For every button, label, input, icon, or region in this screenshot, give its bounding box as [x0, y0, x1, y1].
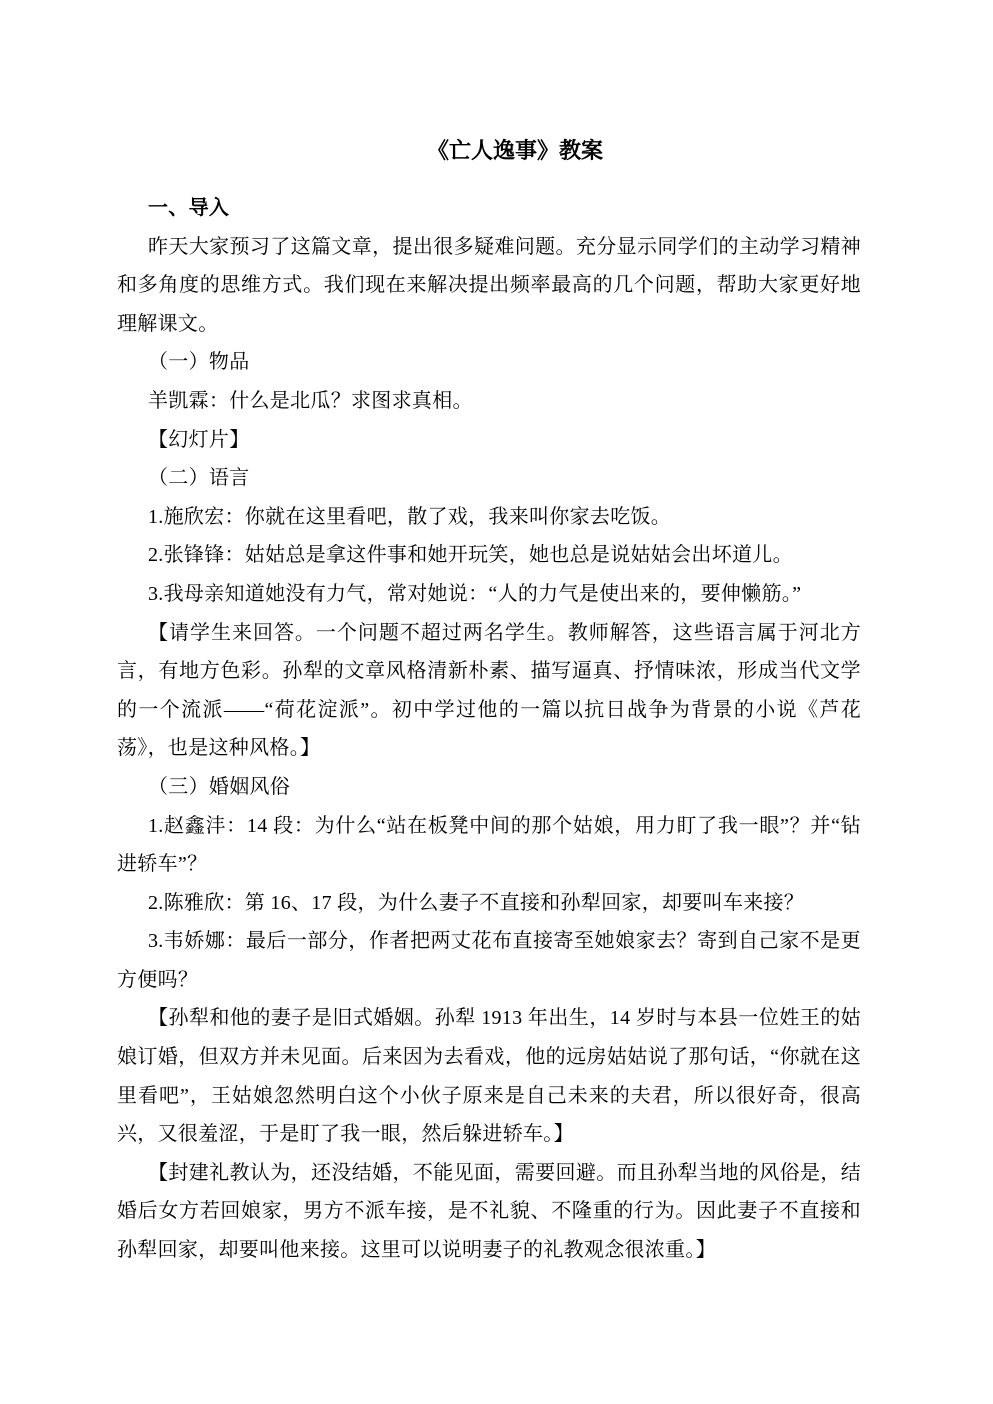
section-heading-intro: 一、导入	[148, 197, 230, 219]
paragraph-marriage-question-3: 3.韦娇娜：最后一部分，作者把两丈花布直接寄至她娘家去？寄到自己家不是更方便吗？	[117, 930, 861, 991]
document-title: 《亡人逸事》教案	[426, 138, 603, 163]
paragraph-teacher-answer-language: 【请学生来回答。一个问题不超过两名学生。教师解答，这些语言属于河北方言，有地方色彩。孙犁的文章风格清新朴素、描写逼真、抒情味浓，形成当代文学的一个流派——“荷花淀派”。初中学过他的一篇以抗日战争为背景的小说《芦花荡》，也是这种风格。】	[117, 621, 861, 760]
paragraph-student-question-items: 羊凯霖：什么是北瓜？求图求真相。	[148, 389, 473, 412]
paragraph-marriage-question-1: 1.赵鑫沣：14 段：为什么“站在板凳中间的那个姑娘，用力盯了我一眼”？并“钻进轿车”？	[117, 814, 861, 876]
paragraph-slide-note: 【幻灯片】	[148, 428, 250, 451]
paragraph-teacher-answer-marriage-2: 【封建礼教认为，还没结婚，不能见面，需要回避。而且孙犁当地的风俗是，结婚后女方若回娘家，男方不派车接，是不礼貌、不隆重的行为。因此妻子不直接和孙犁回家，却要叫他来接。这里可以说明妻子的礼教观念很浓重。】	[117, 1161, 861, 1262]
paragraph-language-question-3: 3.我母亲知道她没有力气，常对她说：“人的力气是使出来的，要伸懒筋。”	[148, 582, 802, 605]
paragraph-teacher-answer-marriage-1: 【孙犁和他的妻子是旧式婚姻。孙犁 1913 年出生，14 岁时与本县一位姓王的姑娘订婚，但双方并未见面。后来因为去看戏，他的远房姑姑说了那句话，“你就在这里看吧”，王姑娘忽然明白这个小伙子原来是自己未来的夫君，所以很好奇，很高兴，又很羞涩，于是盯了我一眼，然后躲进轿车。】	[117, 1007, 861, 1146]
paragraph-marriage-question-2: 2.陈雅欣：第 16、17 段，为什么妻子不直接和孙犁回家，却要叫车来接？	[148, 891, 805, 914]
paragraph-intro-body: 昨天大家预习了这篇文章，提出很多疑难问题。充分显示同学们的主动学习精神和多角度的思维方式。我们现在来解决提出频率最高的几个问题，帮助大家更好地理解课文。	[117, 235, 861, 335]
subsection-heading-language: （二）语言	[148, 467, 250, 490]
paragraph-language-question-1: 1.施欣宏：你就在这里看吧，散了戏，我来叫你家去吃饭。	[148, 505, 672, 528]
subsection-heading-marriage-customs: （三）婚姻风俗	[148, 775, 291, 798]
subsection-heading-items: （一）物品	[148, 351, 250, 374]
paragraph-language-question-2: 2.张锋锋：姑姑总是拿这件事和她开玩笑，她也总是说姑姑会出坏道儿。	[148, 544, 793, 567]
